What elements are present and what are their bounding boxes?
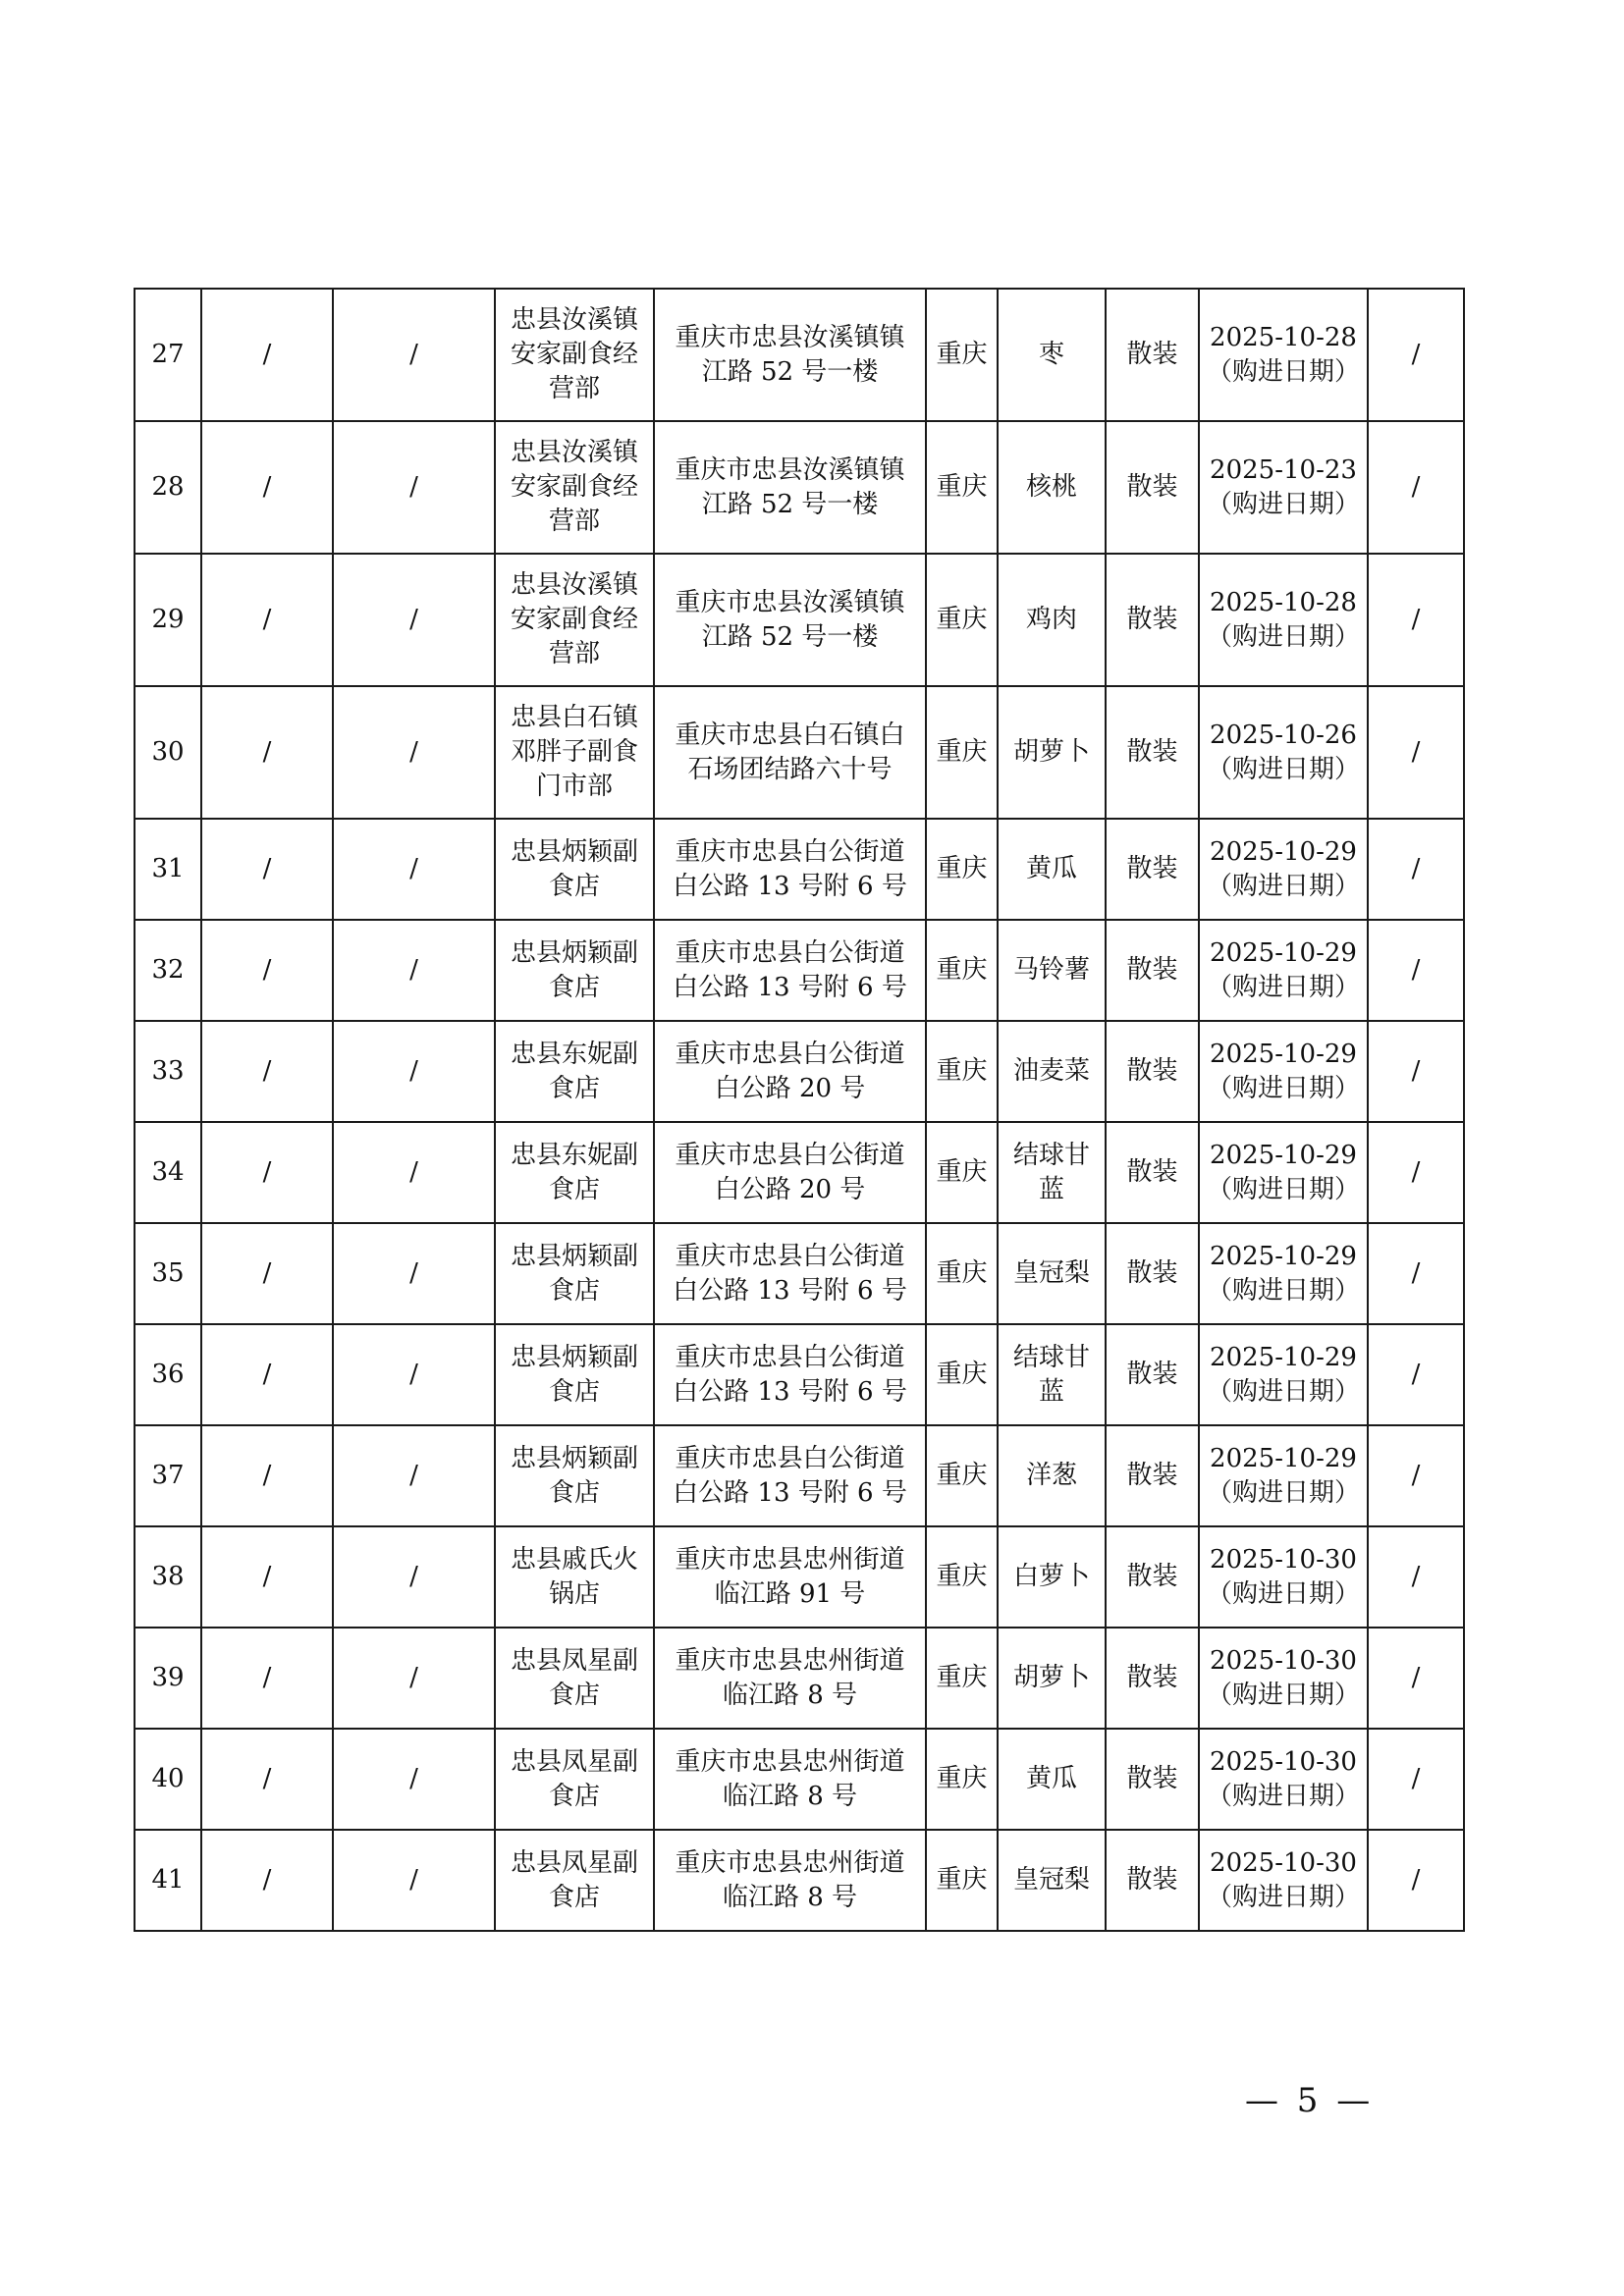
column-3-cell: / — [333, 686, 495, 819]
origin-cell: 重庆 — [926, 1830, 998, 1931]
purchase-date-cell: 2025-10-28 （购进日期） — [1199, 554, 1368, 686]
origin-cell: 重庆 — [926, 421, 998, 554]
purchase-date-cell: 2025-10-26 （购进日期） — [1199, 686, 1368, 819]
product-name-cell: 皇冠梨 — [998, 1830, 1106, 1931]
table-row — [135, 421, 1464, 554]
business-address-cell: 重庆市忠县汝溪镇镇 江路 52 号一楼 — [654, 421, 926, 554]
business-address-cell: 重庆市忠县白公街道 白公路 13 号附 6 号 — [654, 1425, 926, 1526]
column-3-cell: / — [333, 421, 495, 554]
column-2-cell: / — [201, 1526, 333, 1628]
origin-cell: 重庆 — [926, 1628, 998, 1729]
column-3-cell: / — [333, 1223, 495, 1324]
packaging-cell: 散装 — [1106, 554, 1199, 686]
business-name-cell: 忠县汝溪镇 安家副食经 营部 — [495, 289, 654, 421]
column-2-cell: / — [201, 1628, 333, 1729]
row-number-cell: 27 — [135, 289, 201, 421]
remarks-cell: / — [1368, 421, 1464, 554]
business-name-cell: 忠县汝溪镇 安家副食经 营部 — [495, 554, 654, 686]
table-row — [135, 1628, 1464, 1729]
row-number-cell: 41 — [135, 1830, 201, 1931]
origin-cell: 重庆 — [926, 1223, 998, 1324]
business-address-cell: 重庆市忠县白公街道 白公路 20 号 — [654, 1021, 926, 1122]
column-2-cell: / — [201, 421, 333, 554]
row-number-cell: 32 — [135, 920, 201, 1021]
sampling-results-table — [134, 288, 1465, 1932]
origin-cell: 重庆 — [926, 1122, 998, 1223]
business-name-cell: 忠县凤星副 食店 — [495, 1830, 654, 1931]
column-3-cell: / — [333, 920, 495, 1021]
remarks-cell: / — [1368, 920, 1464, 1021]
origin-cell: 重庆 — [926, 1425, 998, 1526]
column-2-cell: / — [201, 554, 333, 686]
table-row — [135, 1021, 1464, 1122]
purchase-date-cell: 2025-10-30 （购进日期） — [1199, 1729, 1368, 1830]
column-2-cell: / — [201, 1223, 333, 1324]
purchase-date-cell: 2025-10-29 （购进日期） — [1199, 1223, 1368, 1324]
business-address-cell: 重庆市忠县忠州街道 临江路 8 号 — [654, 1628, 926, 1729]
column-3-cell: / — [333, 1122, 495, 1223]
business-address-cell: 重庆市忠县白公街道 白公路 13 号附 6 号 — [654, 920, 926, 1021]
remarks-cell: / — [1368, 819, 1464, 920]
origin-cell: 重庆 — [926, 920, 998, 1021]
table-row — [135, 1729, 1464, 1830]
purchase-date-cell: 2025-10-29 （购进日期） — [1199, 819, 1368, 920]
row-number-cell: 35 — [135, 1223, 201, 1324]
table-row — [135, 1526, 1464, 1628]
purchase-date-cell: 2025-10-29 （购进日期） — [1199, 1425, 1368, 1526]
origin-cell: 重庆 — [926, 1324, 998, 1425]
column-3-cell: / — [333, 554, 495, 686]
packaging-cell: 散装 — [1106, 1021, 1199, 1122]
packaging-cell: 散装 — [1106, 1628, 1199, 1729]
row-number-cell: 33 — [135, 1021, 201, 1122]
column-3-cell: / — [333, 1526, 495, 1628]
packaging-cell: 散装 — [1106, 421, 1199, 554]
remarks-cell: / — [1368, 686, 1464, 819]
column-2-cell: / — [201, 686, 333, 819]
column-2-cell: / — [201, 920, 333, 1021]
packaging-cell: 散装 — [1106, 1425, 1199, 1526]
product-name-cell: 枣 — [998, 289, 1106, 421]
column-3-cell: / — [333, 1425, 495, 1526]
remarks-cell: / — [1368, 1223, 1464, 1324]
remarks-cell: / — [1368, 289, 1464, 421]
product-name-cell: 黄瓜 — [998, 1729, 1106, 1830]
table-row — [135, 1122, 1464, 1223]
purchase-date-cell: 2025-10-30 （购进日期） — [1199, 1830, 1368, 1931]
packaging-cell: 散装 — [1106, 920, 1199, 1021]
business-address-cell: 重庆市忠县忠州街道 临江路 8 号 — [654, 1830, 926, 1931]
product-name-cell: 马铃薯 — [998, 920, 1106, 1021]
row-number-cell: 31 — [135, 819, 201, 920]
business-name-cell: 忠县戚氏火 锅店 — [495, 1526, 654, 1628]
page-number: — 5 — — [1245, 2081, 1375, 2120]
business-name-cell: 忠县炳颖副 食店 — [495, 1324, 654, 1425]
business-name-cell: 忠县炳颖副 食店 — [495, 920, 654, 1021]
table-row — [135, 1223, 1464, 1324]
row-number-cell: 36 — [135, 1324, 201, 1425]
packaging-cell: 散装 — [1106, 819, 1199, 920]
row-number-cell: 39 — [135, 1628, 201, 1729]
row-number-cell: 28 — [135, 421, 201, 554]
product-name-cell: 核桃 — [998, 421, 1106, 554]
row-number-cell: 40 — [135, 1729, 201, 1830]
table-row — [135, 819, 1464, 920]
business-name-cell: 忠县汝溪镇 安家副食经 营部 — [495, 421, 654, 554]
business-name-cell: 忠县炳颖副 食店 — [495, 819, 654, 920]
business-address-cell: 重庆市忠县白公街道 白公路 13 号附 6 号 — [654, 1324, 926, 1425]
packaging-cell: 散装 — [1106, 1223, 1199, 1324]
business-address-cell: 重庆市忠县忠州街道 临江路 8 号 — [654, 1729, 926, 1830]
business-address-cell: 重庆市忠县汝溪镇镇 江路 52 号一楼 — [654, 554, 926, 686]
column-3-cell: / — [333, 1021, 495, 1122]
product-name-cell: 黄瓜 — [998, 819, 1106, 920]
remarks-cell: / — [1368, 1628, 1464, 1729]
table-row — [135, 920, 1464, 1021]
row-number-cell: 38 — [135, 1526, 201, 1628]
column-3-cell: / — [333, 1729, 495, 1830]
column-2-cell: / — [201, 1122, 333, 1223]
column-3-cell: / — [333, 289, 495, 421]
remarks-cell: / — [1368, 1021, 1464, 1122]
business-address-cell: 重庆市忠县白公街道 白公路 20 号 — [654, 1122, 926, 1223]
origin-cell: 重庆 — [926, 554, 998, 686]
column-2-cell: / — [201, 1729, 333, 1830]
table-row — [135, 686, 1464, 819]
business-name-cell: 忠县炳颖副 食店 — [495, 1425, 654, 1526]
packaging-cell: 散装 — [1106, 1122, 1199, 1223]
column-3-cell: / — [333, 1628, 495, 1729]
remarks-cell: / — [1368, 1324, 1464, 1425]
remarks-cell: / — [1368, 1526, 1464, 1628]
business-address-cell: 重庆市忠县忠州街道 临江路 91 号 — [654, 1526, 926, 1628]
packaging-cell: 散装 — [1106, 1830, 1199, 1931]
column-2-cell: / — [201, 819, 333, 920]
purchase-date-cell: 2025-10-29 （购进日期） — [1199, 1324, 1368, 1425]
product-name-cell: 油麦菜 — [998, 1021, 1106, 1122]
purchase-date-cell: 2025-10-29 （购进日期） — [1199, 1122, 1368, 1223]
remarks-cell: / — [1368, 554, 1464, 686]
purchase-date-cell: 2025-10-29 （购进日期） — [1199, 920, 1368, 1021]
table-row — [135, 1425, 1464, 1526]
product-name-cell: 胡萝卜 — [998, 686, 1106, 819]
packaging-cell: 散装 — [1106, 289, 1199, 421]
row-number-cell: 34 — [135, 1122, 201, 1223]
product-name-cell: 结球甘 蓝 — [998, 1122, 1106, 1223]
business-name-cell: 忠县东妮副 食店 — [495, 1021, 654, 1122]
packaging-cell: 散装 — [1106, 686, 1199, 819]
business-name-cell: 忠县凤星副 食店 — [495, 1729, 654, 1830]
origin-cell: 重庆 — [926, 1526, 998, 1628]
table-row — [135, 1324, 1464, 1425]
business-name-cell: 忠县东妮副 食店 — [495, 1122, 654, 1223]
product-name-cell: 胡萝卜 — [998, 1628, 1106, 1729]
origin-cell: 重庆 — [926, 1729, 998, 1830]
table-row — [135, 1830, 1464, 1931]
column-3-cell: / — [333, 1830, 495, 1931]
row-number-cell: 30 — [135, 686, 201, 819]
purchase-date-cell: 2025-10-28 （购进日期） — [1199, 289, 1368, 421]
remarks-cell: / — [1368, 1122, 1464, 1223]
product-name-cell: 结球甘 蓝 — [998, 1324, 1106, 1425]
business-name-cell: 忠县凤星副 食店 — [495, 1628, 654, 1729]
column-3-cell: / — [333, 819, 495, 920]
purchase-date-cell: 2025-10-23 （购进日期） — [1199, 421, 1368, 554]
origin-cell: 重庆 — [926, 819, 998, 920]
column-2-cell: / — [201, 1425, 333, 1526]
column-2-cell: / — [201, 289, 333, 421]
purchase-date-cell: 2025-10-30 （购进日期） — [1199, 1526, 1368, 1628]
row-number-cell: 29 — [135, 554, 201, 686]
product-name-cell: 洋葱 — [998, 1425, 1106, 1526]
business-address-cell: 重庆市忠县白公街道 白公路 13 号附 6 号 — [654, 819, 926, 920]
origin-cell: 重庆 — [926, 1021, 998, 1122]
business-address-cell: 重庆市忠县汝溪镇镇 江路 52 号一楼 — [654, 289, 926, 421]
business-address-cell: 重庆市忠县白石镇白 石场团结路六十号 — [654, 686, 926, 819]
packaging-cell: 散装 — [1106, 1729, 1199, 1830]
business-name-cell: 忠县炳颖副 食店 — [495, 1223, 654, 1324]
table-row — [135, 289, 1464, 421]
product-name-cell: 白萝卜 — [998, 1526, 1106, 1628]
business-name-cell: 忠县白石镇 邓胖子副食 门市部 — [495, 686, 654, 819]
remarks-cell: / — [1368, 1729, 1464, 1830]
purchase-date-cell: 2025-10-30 （购进日期） — [1199, 1628, 1368, 1729]
origin-cell: 重庆 — [926, 686, 998, 819]
origin-cell: 重庆 — [926, 289, 998, 421]
packaging-cell: 散装 — [1106, 1526, 1199, 1628]
remarks-cell: / — [1368, 1425, 1464, 1526]
product-name-cell: 皇冠梨 — [998, 1223, 1106, 1324]
product-name-cell: 鸡肉 — [998, 554, 1106, 686]
column-2-cell: / — [201, 1324, 333, 1425]
remarks-cell: / — [1368, 1830, 1464, 1931]
table-row — [135, 554, 1464, 686]
column-2-cell: / — [201, 1021, 333, 1122]
table-body — [135, 289, 1464, 1931]
packaging-cell: 散装 — [1106, 1324, 1199, 1425]
business-address-cell: 重庆市忠县白公街道 白公路 13 号附 6 号 — [654, 1223, 926, 1324]
purchase-date-cell: 2025-10-29 （购进日期） — [1199, 1021, 1368, 1122]
column-3-cell: / — [333, 1324, 495, 1425]
column-2-cell: / — [201, 1830, 333, 1931]
row-number-cell: 37 — [135, 1425, 201, 1526]
